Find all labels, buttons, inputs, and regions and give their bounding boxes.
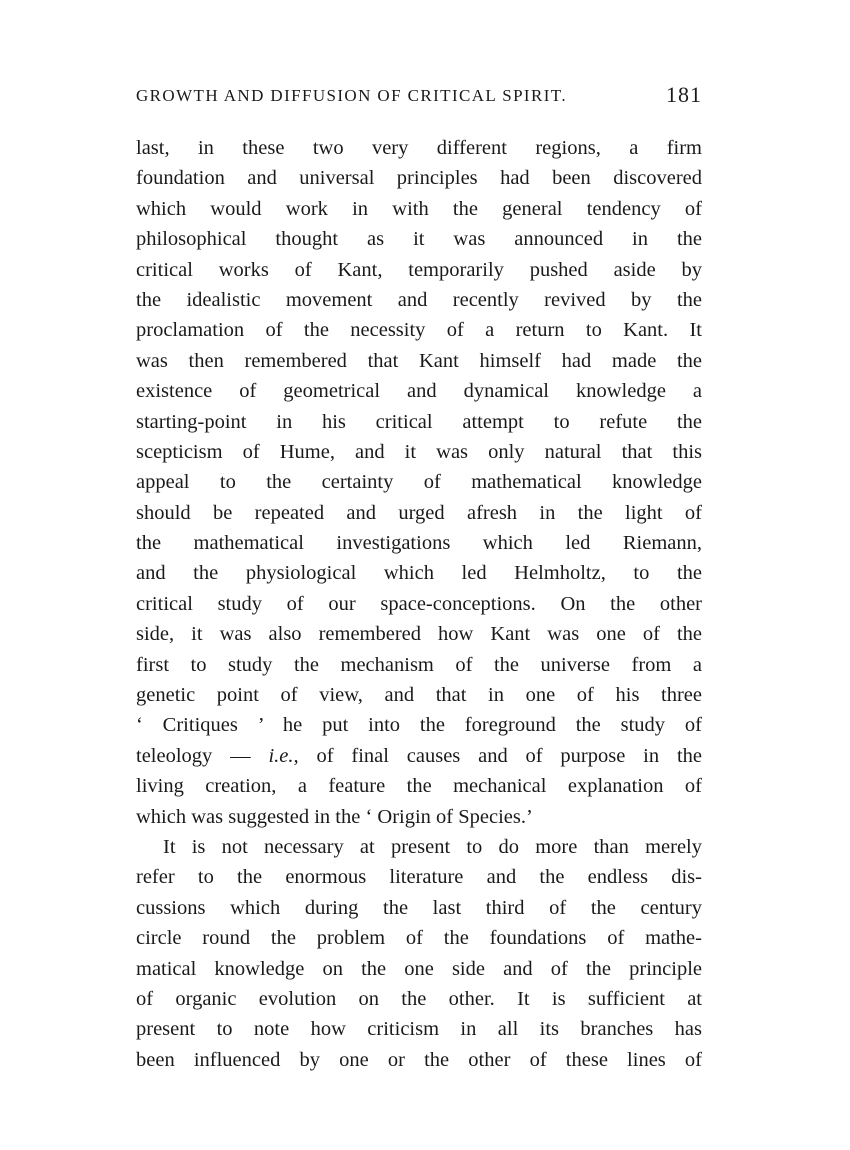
running-title: GROWTH AND DIFFUSION OF CRITICAL SPIRIT. bbox=[136, 86, 567, 105]
text-line: proclamation of the necessity of a return to Kant. It bbox=[136, 319, 702, 342]
text-line: existence of geometrical and dynamical knowledge a bbox=[136, 380, 702, 403]
text-line: last, in these two very different regions, a firm bbox=[136, 137, 702, 159]
text-line: should be repeated and urged afresh in the light of bbox=[136, 501, 702, 524]
text-line: critical works of Kant, temporarily pushed aside by bbox=[136, 258, 702, 281]
text-line: been influenced by one or the other of these lines of bbox=[136, 1048, 702, 1071]
text-line: circle round the problem of the foundations of mathe- bbox=[136, 927, 702, 950]
text-line: of organic evolution on the other. It is sufficient at bbox=[136, 987, 702, 1010]
text-line: appeal to the certainty of mathematical knowledge bbox=[136, 471, 702, 494]
text-line: matical knowledge on the one side and of the principle bbox=[136, 957, 702, 980]
text-line: first to study the mechanism of the universe from a bbox=[136, 653, 702, 676]
text-line: which was suggested in the ‘ Origin of Species.’ bbox=[136, 805, 533, 828]
text-line: critical study of our space-conceptions. On the other bbox=[136, 592, 702, 615]
text-line: living creation, a feature the mechanical explanation of bbox=[136, 775, 702, 798]
text-line: genetic point of view, and that in one of his three bbox=[136, 684, 702, 707]
text-line: foundation and universal principles had been discovered bbox=[136, 167, 702, 190]
page-number: 181 bbox=[666, 82, 702, 107]
text-line: was then remembered that Kant himself had made the bbox=[136, 349, 702, 372]
body-text bbox=[136, 133, 702, 1075]
text-line: the idealistic movement and recently revived by the bbox=[136, 288, 702, 311]
text-segment: teleology — bbox=[136, 744, 269, 767]
text-segment: of final causes and of purpose in the bbox=[298, 744, 702, 767]
text-line: present to note how criticism in all its branches has bbox=[136, 1018, 702, 1041]
text-line: refer to the enormous literature and the endless dis- bbox=[136, 866, 702, 889]
text-line-with-italic bbox=[136, 741, 702, 771]
text-line: starting-point in his critical attempt to refute the bbox=[136, 410, 702, 433]
text-line: and the physiological which led Helmholtz, to the bbox=[136, 562, 702, 585]
text-line: It is not necessary at present to do more than merely bbox=[163, 835, 702, 858]
text-line: cussions which during the last third of the century bbox=[136, 896, 702, 919]
text-line: side, it was also remembered how Kant was one of the bbox=[136, 623, 702, 646]
text-line: which would work in with the general tendency of bbox=[136, 197, 702, 220]
text-line: philosophical thought as it was announced in the bbox=[136, 228, 702, 251]
text-line: the mathematical investigations which led Riemann, bbox=[136, 532, 702, 555]
text-line: ‘ Critiques ’ he put into the foreground the study of bbox=[136, 714, 702, 737]
italic-abbreviation: i.e., bbox=[268, 744, 299, 767]
text-line: scepticism of Hume, and it was only natural that this bbox=[136, 440, 702, 463]
running-header bbox=[136, 82, 702, 114]
